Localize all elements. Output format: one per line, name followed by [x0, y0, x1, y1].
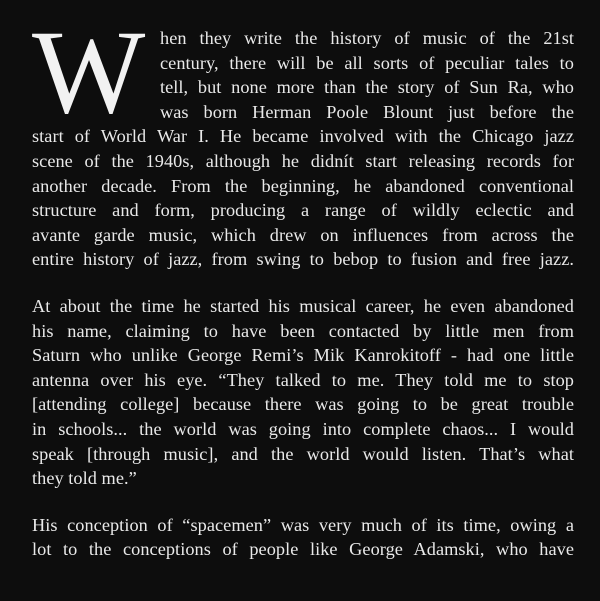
- text-line: speak [through music], and the world would listen. That’s what: [32, 443, 574, 464]
- text-line: another decade. From the beginning, he abandoned conventional: [32, 175, 574, 196]
- text-line: At about the time he started his musical career, he even abandoned: [32, 295, 574, 316]
- text-line: lot to the conceptions of people like George Adamski, who have: [32, 539, 574, 560]
- document-page: [32, 5, 574, 562]
- text-line: they told me.”: [32, 468, 137, 489]
- text-line: tell, but none more than the story of Sun Ra, who: [160, 77, 574, 98]
- text-line: antenna over his eye. “They talked to me. They told me to stop: [32, 369, 574, 390]
- text-line: start of World War I. He became involved with the Chicago jazz: [32, 126, 574, 147]
- text-line: scene of the 1940s, although he didnít start releasing records for: [32, 150, 574, 171]
- paragraph-2: [32, 294, 574, 491]
- paragraph-1: [32, 5, 574, 272]
- text-line: his name, claiming to have been contacted by little men from: [32, 320, 574, 341]
- text-line: Saturn who unlike George Remi’s Mik Kanrokitoff - had one little: [32, 345, 574, 366]
- text-line: hen they write the history of music of the 21st: [160, 28, 574, 48]
- text-line: century, there will be all sorts of peculiar tales to: [160, 52, 574, 73]
- text-line: in schools... the world was going into complete chaos... I would: [32, 418, 574, 439]
- text-line: structure and form, producing a range of wildly eclectic and: [32, 200, 574, 221]
- paragraph-3: [32, 513, 574, 562]
- text-line: was born Herman Poole Blount just before the: [160, 101, 574, 122]
- text-line: [attending college] because there was going to be great trouble: [32, 394, 574, 415]
- text-line: His conception of “spacemen” was very much of its time, owing a: [32, 514, 574, 535]
- drop-cap: W: [32, 5, 146, 138]
- text-line: avante garde music, which drew on influences from across the: [32, 224, 574, 245]
- text-line: entire history of jazz, from swing to bebop to fusion and free jazz.: [32, 249, 574, 270]
